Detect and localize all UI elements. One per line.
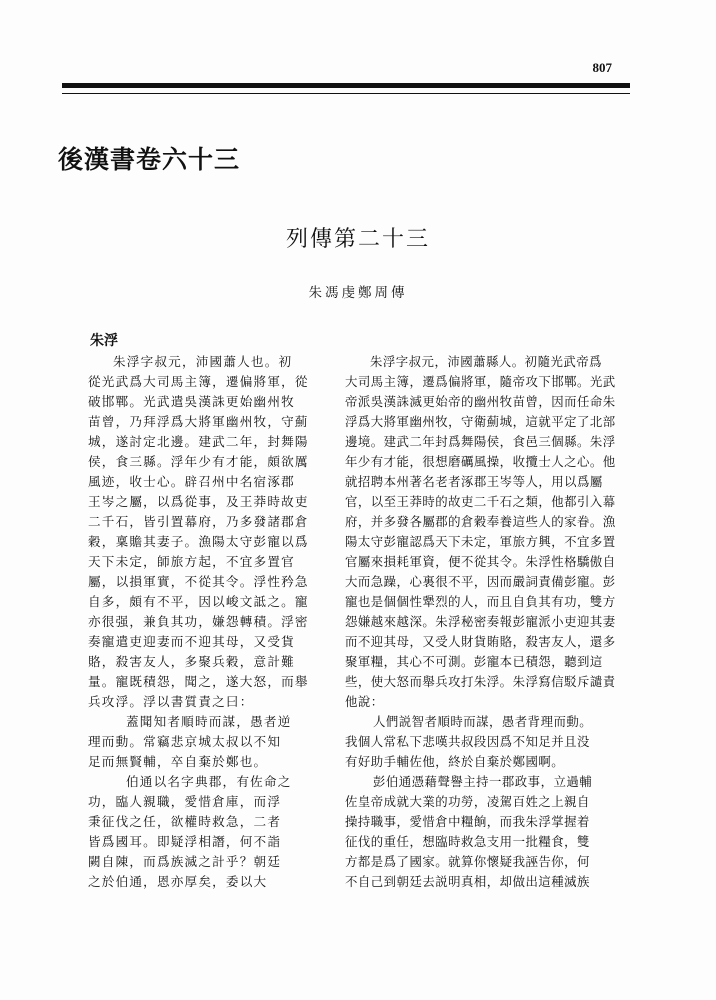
text-line: 之於伯通，恩亦厚矣，委以大 <box>88 874 268 889</box>
text-line: 年少有才能，很想磨礪風操，收攬士人之心。他 <box>345 454 616 469</box>
page-number: 807 <box>592 60 612 75</box>
subtitle: 朱馮虔鄭周傳 <box>308 285 408 301</box>
text-line: 陽太守彭寵認爲天下未定，軍旅方興，不宜多置 <box>345 534 616 549</box>
text-line: 而不迎其母，又受人財貨賄賂，殺害友人，還多 <box>345 634 616 649</box>
text-line: 屬，以損軍實，不從其令。浮性矜急 <box>88 574 309 589</box>
book-title: 後漢書卷六十三 <box>58 145 241 174</box>
chapter-title: 列傳第二十三 <box>285 227 430 252</box>
modern-translation-column <box>345 352 631 892</box>
text-line: 彭伯通憑藉聲譽主持一郡政事，立過輔 <box>373 774 593 789</box>
section-heading: 朱浮 <box>90 333 118 349</box>
text-line: 不自己到朝廷去説明真相，却做出這種滅族 <box>345 874 590 889</box>
text-line: 自多，頗有不平，因以峻文詆之。寵 <box>88 594 309 609</box>
text-line: 苗曾，乃拜浮爲大將軍幽州牧，守薊 <box>88 414 309 429</box>
text-line: 足而無賢輔，卒自棄於鄭也。 <box>88 754 268 769</box>
text-line: 佐皇帝成就大業的功勞，凌駕百姓之上親自 <box>345 794 590 809</box>
text-line: 有好助手輔佐他，終於自棄於鄭國啊。 <box>345 754 565 769</box>
text-line: 征伐的重任，想臨時救急支用一批糧食，雙 <box>345 834 590 849</box>
text-line: 量。寵既積怨，聞之，遂大怒，而舉 <box>88 674 309 689</box>
text-line: 方都是爲了國家。就算你懷疑我誣告你，何 <box>345 854 590 869</box>
text-line: 二千石，皆引置幕府，乃多發諸郡倉 <box>88 514 309 529</box>
text-line: 操持職事，愛惜倉中糧餉，而我朱浮掌握着 <box>345 814 590 829</box>
text-line: 奏寵遣吏迎妻而不迎其母，又受貨 <box>88 634 295 649</box>
text-line: 朱浮字叔元，沛國蕭縣人。初隨光武帝爲 <box>370 354 603 369</box>
text-line: 就招聘本州著名老者涿郡王岑等人，用以爲屬 <box>345 474 603 489</box>
text-line: 他說： <box>345 694 384 709</box>
classical-text-column <box>88 352 314 892</box>
text-line: 亦很强，兼負其功，嫌怨轉積。浮密 <box>88 614 309 629</box>
text-line: 我個人常私下悲嘆共叔段因爲不知足并且没 <box>345 734 590 749</box>
text-line: 伯通以名字典郡，有佐命之 <box>126 774 292 789</box>
text-line: 朱浮字叔元，沛國蕭人也。初 <box>113 354 293 369</box>
text-line: 城，遂討定北邊。建武二年，封舞陽 <box>88 434 309 449</box>
text-line: 王岑之屬，以爲從事，及王莽時故吏 <box>88 494 309 509</box>
header-rule-thin <box>62 93 630 94</box>
text-line: 侯，食三縣。浮年少有才能，頗欲厲 <box>88 454 309 469</box>
text-line: 大司馬主簿，遷爲偏將軍，隨帝攻下邯鄲。光武 <box>345 374 616 389</box>
text-line: 些，使大怒而舉兵攻打朱浮。朱浮寫信駁斥譴責 <box>345 674 616 689</box>
text-line: 穀，稟贍其妻子。漁陽太守彭寵以爲 <box>88 534 309 549</box>
text-line: 破邯鄲。光武遣吳漢誅更始幽州牧 <box>88 394 295 409</box>
text-line: 風迹，收士心。辟召州中名宿涿郡 <box>88 474 295 489</box>
header-rule-thick <box>62 83 630 88</box>
text-line: 浮爲大將軍幽州牧，守衛薊城，這就平定了北部 <box>345 414 616 429</box>
text-line: 理而動。常竊悲京城太叔以不知 <box>88 734 282 749</box>
text-line: 怨嫌越來越深。朱浮秘密奏報彭寵派小吏迎其妻 <box>345 614 616 629</box>
text-line: 天下未定，師旅方起，不宜多置官 <box>88 554 295 569</box>
text-line: 功，臨人親職，愛惜倉庫，而浮 <box>88 794 282 809</box>
text-line: 大而急躁，心裏很不平，因而嚴詞責備彭寵。彭 <box>345 574 616 589</box>
text-line: 秉征伐之任，欲權時救急，二者 <box>88 814 282 829</box>
text-line: 賂，殺害友人，多聚兵穀，意計難 <box>88 654 295 669</box>
text-line: 官屬來損耗軍資，便不從其令。朱浮性格驕傲自 <box>345 554 616 569</box>
text-line: 寵也是個個性犟烈的人，而且自負其有功，雙方 <box>345 594 616 609</box>
text-line: 兵攻浮。浮以書質責之曰： <box>88 694 254 709</box>
text-line: 帝派吳漢誅滅更始帝的幽州牧苗曾，因而任命朱 <box>345 394 616 409</box>
text-line: 從光武爲大司馬主簿，遷偏將軍，從 <box>88 374 309 389</box>
text-line: 皆爲國耳。即疑浮相譖，何不詣 <box>88 834 282 849</box>
text-line: 闕自陳，而爲族滅之計乎？朝廷 <box>88 854 282 869</box>
text-line: 人們説智者順時而謀，愚者背理而動。 <box>373 714 593 729</box>
text-line: 蓋聞知者順時而謀，愚者逆 <box>126 714 292 729</box>
text-line: 聚軍糧，其心不可測。彭寵本已積怨，聽到這 <box>345 654 603 669</box>
text-line: 府，并多發各屬郡的倉穀奉養這些人的家眷。漁 <box>345 514 616 529</box>
text-line: 官，以至王莽時的故吏二千石之類，他都引入幕 <box>345 494 616 509</box>
text-line: 邊境。建武二年封爲舞陽侯，食邑三個縣。朱浮 <box>345 434 616 449</box>
